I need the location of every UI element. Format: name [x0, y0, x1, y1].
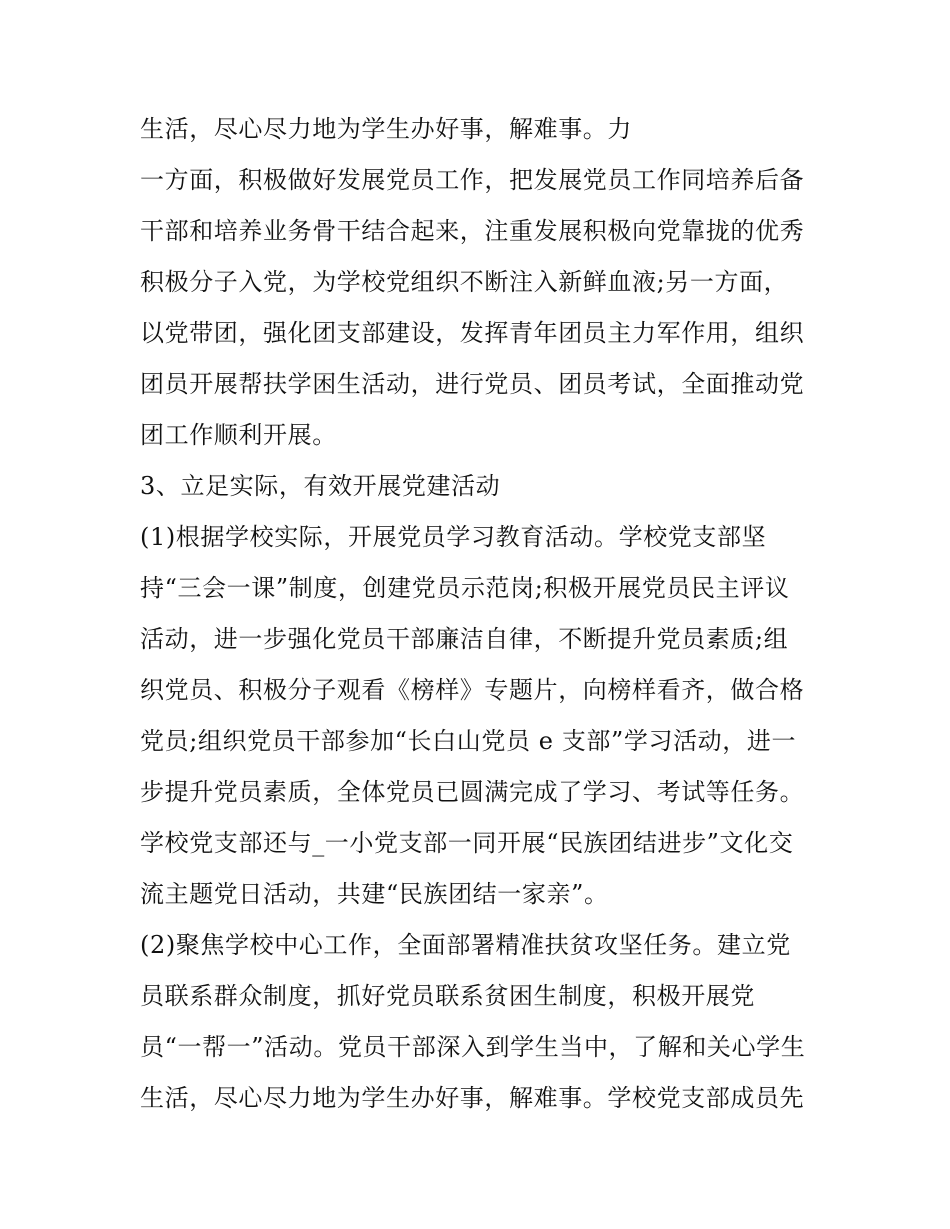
text-line: 积极分子入党，为学校党组织不断注入新鲜血液;另一方面，: [140, 268, 789, 296]
text-line: 持“三会一课”制度，创建党员示范岗;积极开展党员民主评议: [140, 574, 790, 602]
text-line: 织党员、积极分子观看《榜样》专题片，向榜样看齐，做合格: [140, 676, 805, 704]
section-heading: 3、立足实际，有效开展党建活动: [140, 472, 501, 500]
text-line: 学校党支部还与_一小党支部一同开展“民族团结进步”文化交: [140, 829, 794, 857]
text-line: 一方面，积极做好发展党员工作，把发展党员工作同培养后备: [140, 166, 805, 194]
text-line: 团工作顺利开展。: [140, 421, 337, 449]
text-line: 党员;组织党员干部参加“长白山党员 e 支部”学习活动，进一: [140, 727, 797, 755]
text-line: 以党带团，强化团支部建设，发挥青年团员主力军作用，组织: [140, 319, 805, 347]
text-line: 生活，尽心尽力地为学生办好事，解难事。力: [140, 115, 632, 143]
text-line: 流主题党日活动，共建“民族团结一家亲”。: [140, 880, 609, 908]
text-line: (1)根据学校实际，开展党员学习教育活动。学校党支部坚: [140, 523, 767, 551]
text-line: 活动，进一步强化党员干部廉洁自律，不断提升党员素质;组: [140, 625, 789, 653]
text-line: (2)聚焦学校中心工作，全面部署精准扶贫攻坚任务。建立党: [140, 931, 791, 959]
text-line: 干部和培养业务骨干结合起来，注重发展积极向党靠拢的优秀: [140, 217, 805, 245]
text-line: 员联系群众制度，抓好党员联系贫困生制度，积极开展党: [140, 982, 755, 1010]
text-line: 团员开展帮扶学困生活动，进行党员、团员考试，全面推动党: [140, 370, 805, 398]
text-line: 员“一帮一”活动。党员干部深入到学生当中，了解和关心学生: [140, 1033, 806, 1061]
text-line: 生活，尽心尽力地为学生办好事，解难事。学校党支部成员先: [140, 1084, 805, 1112]
text-line: 步提升党员素质，全体党员已圆满完成了学习、考试等任务。: [140, 778, 805, 806]
